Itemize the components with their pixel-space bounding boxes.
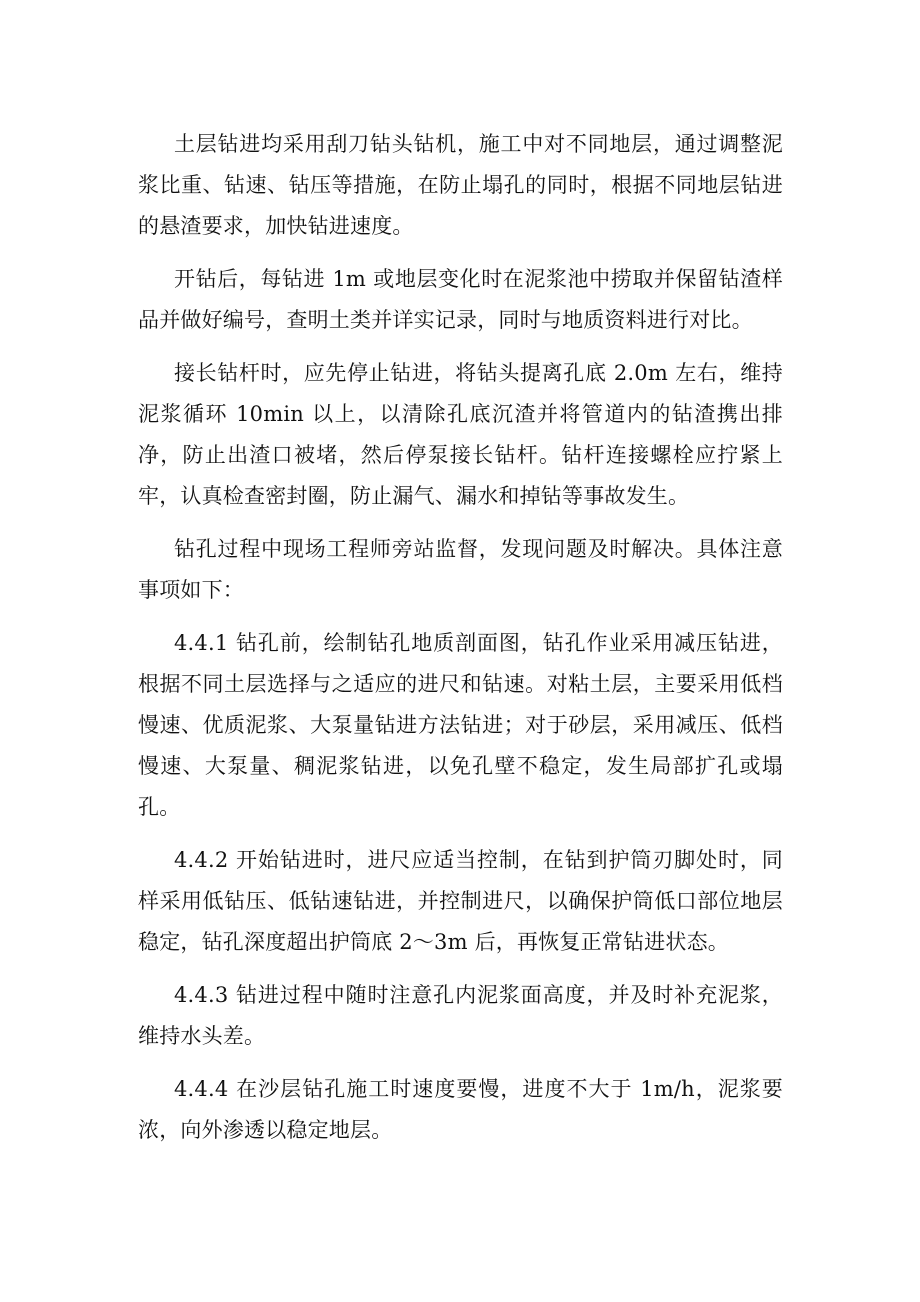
paragraph-drilling-method: 土层钻进均采用刮刀钻头钻机，施工中对不同地层，通过调整泥浆比重、钻速、钻压等措施，在防止塌孔的同时，根据不同地层钻进的悬渣要求，加快钻进速度。 [138, 132, 783, 238]
paragraph-rod-extension: 接长钻杆时，应先停止钻进，将钻头提离孔底 2.0m 左右，维持泥浆循环 10min 以上，以清除孔底沉渣并将管道内的钻渣携出排净，防止出渣口被堵，然后停泵接长钻杆。钻杆连接螺栓应拧紧上牢，认真检查密封圈，防止漏气、漏水和掉钻等事故发生。 [138, 361, 783, 508]
paragraph-sampling: 开钻后，每钻进 1m 或地层变化时在泥浆池中捞取并保留钻渣样品并做好编号，查明土类并详实记录，同时与地质资料进行对比。 [138, 267, 783, 332]
document-body [138, 124, 783, 1163]
paragraph-supervision: 钻孔过程中现场工程师旁站监督，发现问题及时解决。具体注意事项如下： [138, 537, 783, 602]
paragraph-item-4-4-3: 4.4.3 钻进过程中随时注意孔内泥浆面高度，并及时补充泥浆，维持水头差。 [138, 983, 783, 1048]
paragraph-item-4-4-2: 4.4.2 开始钻进时，进尺应适当控制，在钻到护筒刃脚处时，同样采用低钻压、低钻速钻进，并控制进尺，以确保护筒低口部位地层稳定，钻孔深度超出护筒底 2～3m 后，再恢复正常钻进状态。 [138, 848, 783, 954]
paragraph-item-4-4-4: 4.4.4 在沙层钻孔施工时速度要慢，进度不大于 1m/h，泥浆要浓，向外渗透以稳定地层。 [138, 1077, 783, 1142]
paragraph-item-4-4-1: 4.4.1 钻孔前，绘制钻孔地质剖面图，钻孔作业采用减压钻进，根据不同土层选择与之适应的进尺和钻速。对粘土层，主要采用低档慢速、优质泥浆、大泵量钻进方法钻进；对于砂层，采用减压、低档慢速、大泵量、稠泥浆钻进，以免孔壁不稳定，发生局部扩孔或塌孔。 [138, 631, 783, 819]
